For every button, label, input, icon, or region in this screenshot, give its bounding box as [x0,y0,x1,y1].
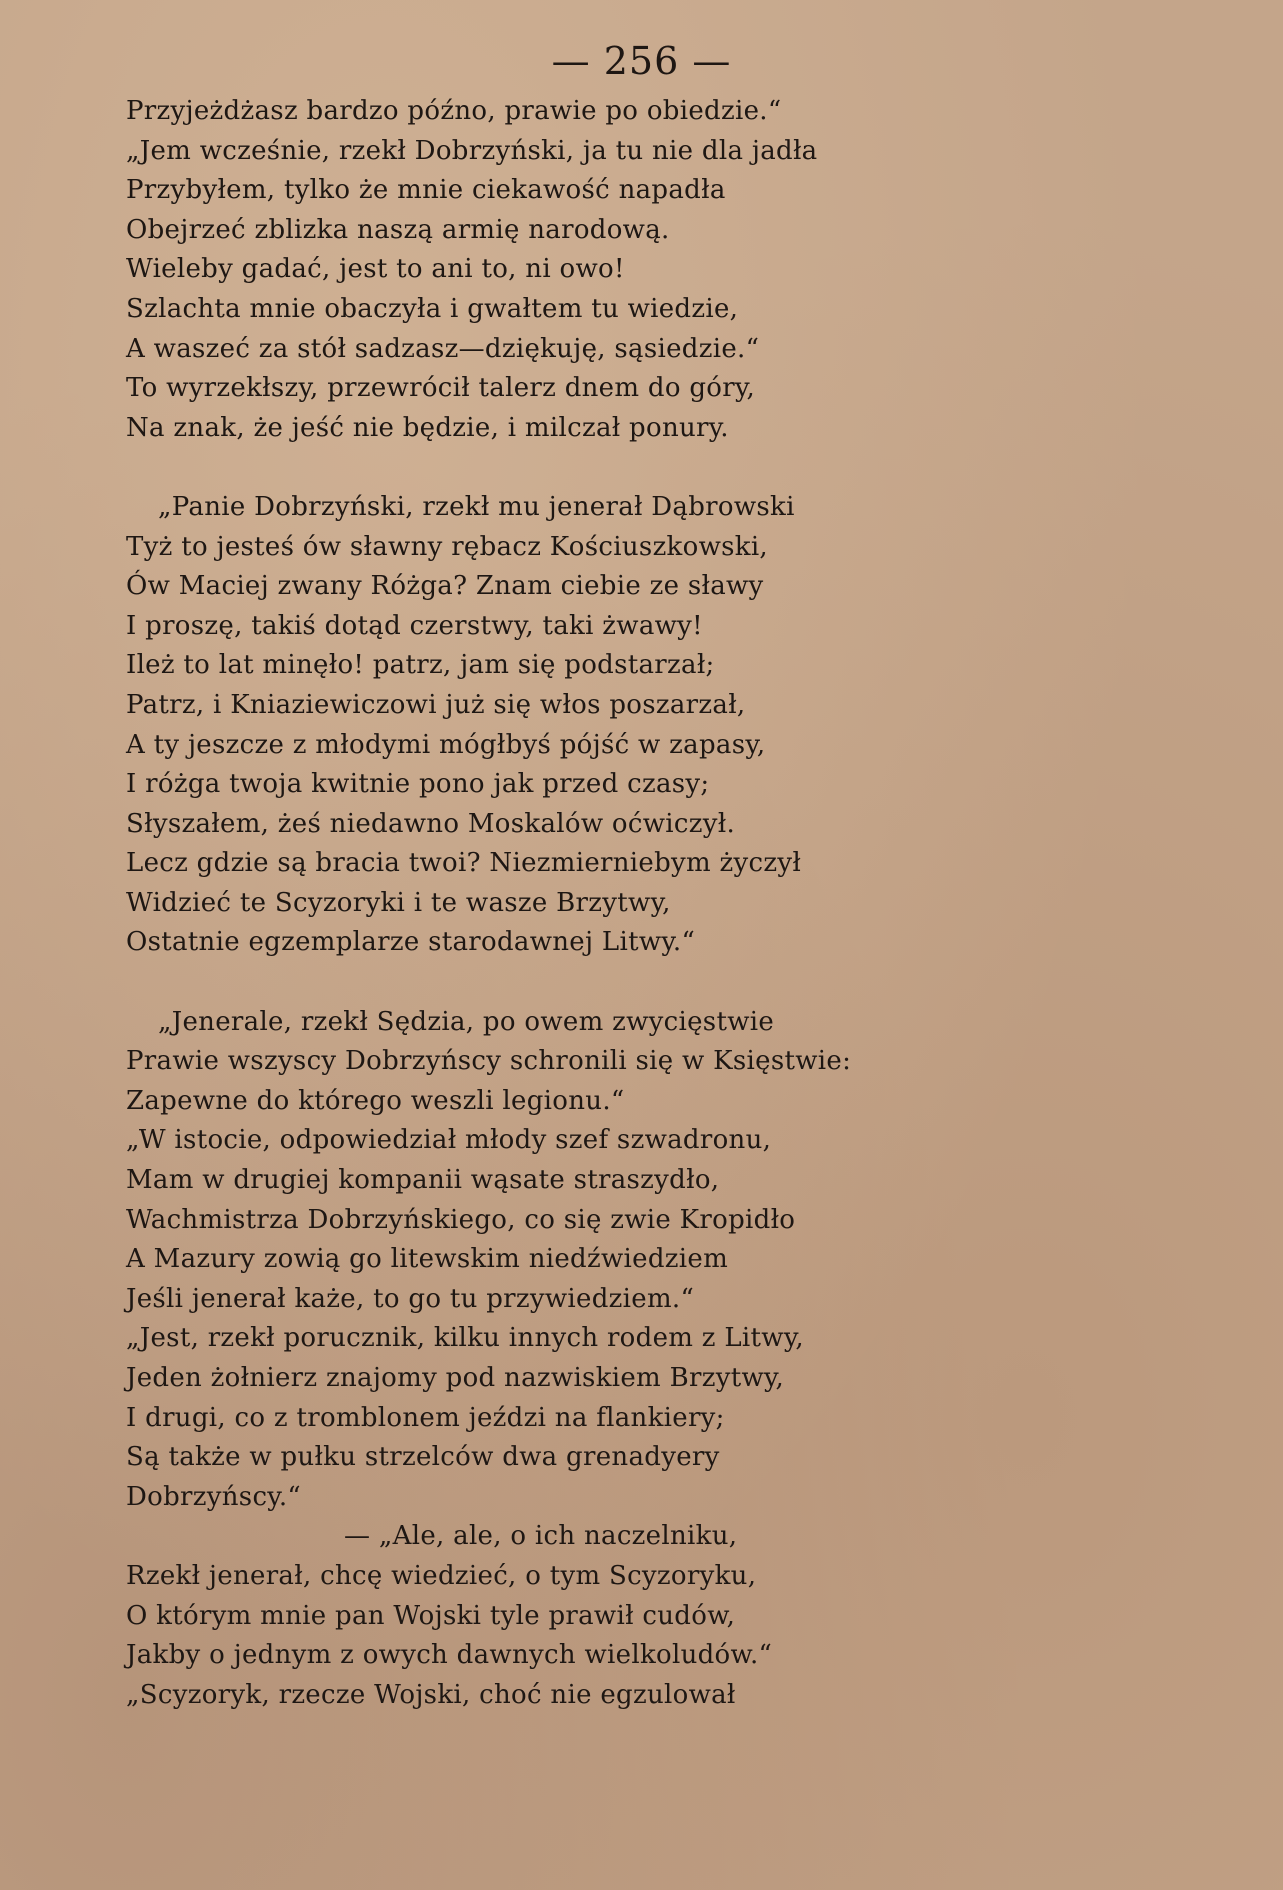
verse-line: Jeden żołnierz znajomy pod nazwiskiem Brzytwy, [126,1363,785,1393]
page-number: — 256 — [551,39,732,83]
verse-line: „Scyzoryk, rzecze Wojski, choć nie egzulował [126,1679,736,1710]
verse-line: Widzieć te Scyzoryki i te wasze Brzytwy, [126,887,671,918]
stanza-gap [126,448,1236,488]
verse-line: A ty jeszcze z młodymi mógłbyś pójść w zapasy, [126,729,766,760]
verse-line: Dobrzyńscy.“ [126,1481,301,1512]
verse-line: I różga twoja kwitnie pono jak przed czasy; [126,769,710,800]
verse-line: Rzekł jenerał, chcę wiedzieć, o tym Scyzoryku, [126,1560,757,1591]
verse-line: Obejrzeć zblizka naszą armię narodową. [126,214,670,245]
verse-line: Przybyłem, tylko że mnie ciekawość napadła [126,175,726,206]
verse-line: — „Ale, ale, o ich naczelniku, [344,1521,738,1552]
verse-line: A Mazury zowią go litewskim niedźwiedziem [126,1244,729,1275]
verse-line: Lecz gdzie są bracia twoi? Niezmierniebym życzył [126,848,802,879]
verse-line: O którym mnie pan Wojski tyle prawił cudów, [126,1600,736,1631]
verse-line: Patrz, i Kniaziewiczowi już się włos poszarzał, [126,689,746,720]
verse-line: I drugi, co z tromblonem jeździ na flankiery; [126,1402,725,1433]
verse-line: I proszę, takiś dotąd czerstwy, taki żwawy! [126,610,703,641]
verse-line: „Jem wcześnie, rzekł Dobrzyński, ja tu nie dla jadła [126,135,818,166]
verse-line: Wachmistrza Dobrzyńskiego, co się zwie Kropidło [126,1204,796,1235]
verse-line: Jeśli jenerał każe, to go tu przywiedziem.“ [126,1283,695,1314]
stanza-2 [126,488,1236,963]
verse-line: „Panie Dobrzyński, rzekł mu jenerał Dąbrowski [158,491,795,522]
verse-line: Tyż to jesteś ów sławny rębacz Kościuszkowski, [126,531,769,562]
verse-line: Jakby o jednym z owych dawnych wielkoludów.“ [126,1640,773,1671]
verse-line: Ileż to lat minęło! patrz, jam się podstarzał; [126,650,715,681]
verse-line: „Jest, rzekł porucznik, kilku innych rodem z Litwy, [126,1323,804,1354]
stanza-gap [126,963,1236,1003]
verse-line: Ostatnie egzemplarze starodawnej Litwy.“ [126,927,696,958]
verse-line: Wieleby gadać, jest to ani to, ni owo! [126,254,625,285]
verse-line: To wyrzekłszy, przewrócił talerz dnem do góry, [126,373,756,404]
verse-line: Są także w pułku strzelców dwa grenadyery [126,1442,720,1473]
verse-line: Szlachta mnie obaczyła i gwałtem tu wiedzie, [126,293,739,324]
verse-line: „W istocie, odpowiedział młody szef szwadronu, [126,1125,772,1156]
verse-line: Prawie wszyscy Dobrzyńscy schronili się w Księstwie: [126,1046,852,1077]
verse-line: „Jenerale, rzekł Sędzia, po owem zwycięstwie [158,1006,775,1037]
verse-line: Mam w drugiej kompanii wąsate straszydło, [126,1165,720,1196]
verse-line: Na znak, że jeść nie będzie, i milczał ponury. [126,412,729,443]
poem-text [126,92,1236,1715]
verse-line: Słyszałem, żeś niedawno Moskalów oćwiczył. [126,808,736,839]
stanza-1 [126,92,1236,448]
verse-line: Ów Maciej zwany Różga? Znam ciebie ze sławy [126,571,764,602]
verse-line: Zapewne do którego weszli legionu.“ [126,1085,625,1116]
verse-line: A waszeć za stół sadzasz—dziękuję, sąsiedzie.“ [126,333,760,364]
stanza-3 [126,1003,1236,1716]
verse-line: Przyjeżdżasz bardzo późno, prawie po obiedzie.“ [126,96,782,126]
